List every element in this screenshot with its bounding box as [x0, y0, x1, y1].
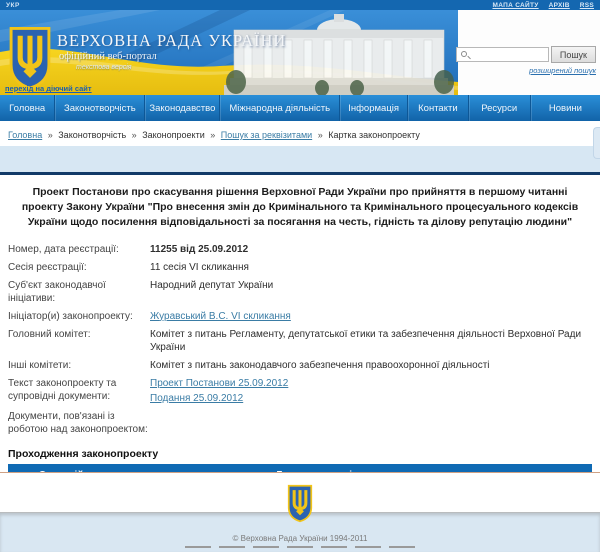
field-value: Комітет з питань законодавчого забезпечення правоохоронної діяльності [150, 359, 490, 371]
coat-of-arms-icon [8, 27, 52, 91]
breadcrumb-separator: » [131, 130, 137, 140]
field-value: 11255 від 25.09.2012 [150, 243, 249, 255]
breadcrumb-separator: » [317, 130, 323, 140]
nav-item-news[interactable]: Новини [530, 95, 600, 121]
field-label: Ініціатор(и) законопроекту: [8, 310, 133, 322]
breadcrumb-lawmaking: Законотворчість [58, 130, 127, 140]
site-tagline: текстова версія [76, 64, 132, 71]
breadcrumb-separator: » [210, 130, 216, 140]
decorative-band [0, 146, 600, 172]
nav-item-contacts[interactable]: Контакти [407, 95, 467, 121]
field-row-documents [8, 377, 592, 405]
nav-item-international[interactable]: Міжнародна діяльність [219, 95, 339, 121]
field-row-registration [8, 243, 592, 256]
field-value: Комітет з питань Регламенту, депутатської етики та забезпечення діяльності Верховної Ради України [150, 328, 582, 353]
field-label: Сесія реєстрації: [8, 261, 87, 273]
search-button[interactable]: Пошук [551, 46, 596, 63]
bill-title: Проект Постанови про скасування рішення Верховної Ради України про прийняття в першому читанні проекту Закону України "Про внесення змін до Кримінального та Кримінального процесуального кодексів України щодо посилення відповідальності за посягання на честь, гідність та ділову репутацію людини" [21, 186, 579, 229]
side-tab [593, 127, 600, 159]
nav-item-legislation[interactable]: Законодавство [144, 95, 219, 121]
field-value [150, 410, 592, 436]
footer-links-clipped [185, 546, 415, 548]
field-value: Народний депутат України [150, 279, 274, 291]
field-label: Текст законопроекту та супровідні документи: [8, 377, 117, 402]
document-link-resolution[interactable]: Проект Постанови 25.09.2012 [150, 377, 289, 389]
field-row-initiative-subject [8, 279, 592, 305]
footer-coat-of-arms-icon [287, 484, 313, 524]
field-label: Інші комітети: [8, 359, 72, 371]
document-link-submission[interactable]: Подання 25.09.2012 [150, 392, 244, 404]
nav-item-home[interactable]: Головна [9, 102, 46, 114]
field-label: Головний комітет: [8, 328, 91, 340]
site-header [0, 10, 600, 95]
breadcrumb-bill-card: Картка законопроекту [328, 130, 420, 140]
switch-site-link[interactable]: перехід на діючий сайт [5, 84, 92, 93]
breadcrumb-separator: » [47, 130, 53, 140]
field-row-session [8, 261, 592, 274]
language-switch[interactable]: УКР [6, 1, 20, 9]
main-nav [0, 95, 600, 121]
site-subtitle: офіційний веб-портал [59, 51, 157, 62]
progress-section-heading: Проходження законопроекту [8, 447, 159, 460]
field-row-main-committee [8, 328, 592, 354]
top-utility-bar [0, 0, 600, 10]
sitemap-link[interactable]: МАПА САЙТУ [492, 1, 539, 9]
nav-item-information[interactable]: Інформація [339, 95, 407, 121]
initiator-link[interactable]: Журавський В.С. VI скликання [150, 310, 291, 322]
breadcrumb-home[interactable]: Головна [8, 130, 43, 140]
copyright-text: © Верховна Рада України 1994-2011 [232, 534, 368, 543]
content-top-border [0, 172, 600, 175]
search-icon [461, 51, 467, 57]
parliament-building-image [222, 10, 456, 95]
field-value: 11 сесія VI скликання [150, 261, 249, 273]
field-row-other-committees [8, 359, 592, 372]
field-row-related-documents [8, 410, 592, 436]
nav-item-resources[interactable]: Ресурси [468, 95, 530, 121]
field-label: Номер, дата реєстрації: [8, 243, 119, 255]
site-footer [0, 472, 600, 552]
nav-item-lawmaking[interactable]: Законотворчість [54, 95, 144, 121]
search-zone [456, 46, 596, 76]
breadcrumb-bills: Законопроекти [142, 130, 205, 140]
archive-link[interactable]: АРХІВ [548, 1, 570, 9]
field-label: Суб'єкт законодавчої ініціативи: [8, 279, 106, 304]
field-row-initiator [8, 310, 592, 323]
site-title: ВЕРХОВНА РАДА УКРАЇНИ [57, 31, 287, 50]
search-input[interactable] [456, 47, 549, 62]
advanced-search-link[interactable]: розширений пошук [529, 66, 596, 75]
rss-link[interactable]: RSS [579, 1, 594, 9]
breadcrumb-search-by-details[interactable]: Пошук за реквізитами [220, 130, 313, 140]
field-label: Документи, пов'язані із роботою над законопроектом: [8, 410, 148, 435]
breadcrumb [0, 121, 600, 146]
